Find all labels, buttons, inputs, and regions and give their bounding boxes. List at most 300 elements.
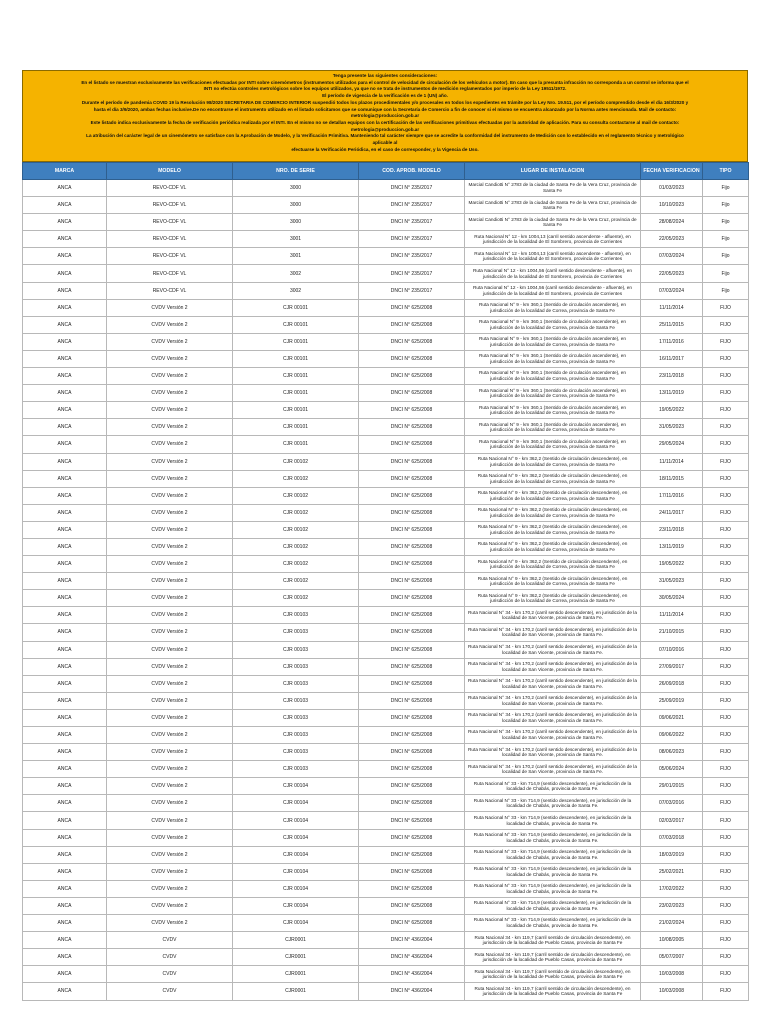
cell-lugar: Ruta Nacional 34 - km 119,7 (carril sentido de circulación descendente), en jurisdicción de la localidad de Pueblo Casas, provincia de Santa Fe: [465, 932, 641, 949]
table-row: [23, 795, 749, 812]
cell-tipo: FIJO: [703, 453, 749, 470]
cell-serie: CJR 00102: [233, 538, 359, 555]
table-row: [23, 521, 749, 538]
cell-tipo: Fijo: [703, 197, 749, 214]
cell-modelo: CVDV Versión 2: [107, 368, 233, 385]
column-header-serie: NRO. DE SERIE: [233, 163, 359, 180]
table-body: [23, 180, 749, 1001]
cell-cod-aprob: DNCI N° 436/2004: [359, 966, 465, 983]
cell-lugar: Ruta Nacional N° 34 - km 170,2 (carril sentido descendente), en jurisdicción de la localidad de San Vicente, provincia de Santa Fe.: [465, 709, 641, 726]
cell-fecha: 05/07/2007: [641, 949, 703, 966]
cell-serie: CJR0001: [233, 983, 359, 1000]
cell-modelo: CVDV Versión 2: [107, 778, 233, 795]
notice-contact-email: metrologia@produccion.gob.ar: [350, 126, 420, 132]
cell-fecha: 23/11/2018: [641, 368, 703, 385]
cell-modelo: REVO-CDF VL: [107, 248, 233, 265]
cell-cod-aprob: DNCI N° 625/2008: [359, 692, 465, 709]
cell-fecha: 10/08/2005: [641, 932, 703, 949]
cell-fecha: 08/06/2023: [641, 744, 703, 761]
cell-serie: CJR0001: [233, 949, 359, 966]
cell-modelo: CVDV Versión 2: [107, 658, 233, 675]
cell-lugar: Ruta Nacional N° 33 - km 714,9 (sentido descendente), en jurisdicción de la localidad de Chabás, provincia de Santa Fe.: [465, 915, 641, 932]
cell-serie: CJR 00103: [233, 727, 359, 744]
column-header-cod-aprob: COD. APROB. MODELO: [359, 163, 465, 180]
cell-cod-aprob: DNCI N° 625/2008: [359, 385, 465, 402]
cell-fecha: 23/02/2023: [641, 897, 703, 914]
cell-fecha: 09/06/2022: [641, 727, 703, 744]
cell-marca: ANCA: [23, 812, 107, 829]
table-row: [23, 402, 749, 419]
cell-cod-aprob: DNCI N° 625/2008: [359, 863, 465, 880]
cell-marca: ANCA: [23, 214, 107, 231]
cell-modelo: CVDV: [107, 966, 233, 983]
cell-tipo: FIJO: [703, 675, 749, 692]
cell-fecha: 07/03/2016: [641, 795, 703, 812]
cell-fecha: 31/05/2023: [641, 419, 703, 436]
cell-cod-aprob: DNCI N° 625/2008: [359, 727, 465, 744]
cell-serie: CJR 00102: [233, 573, 359, 590]
cell-lugar: Ruta Nacional 34 - km 119,7 (carril sentido de circulación descendente), en jurisdicción de la localidad de Pueblo Casas, provincia de Santa Fe: [465, 966, 641, 983]
cell-cod-aprob: DNCI N° 625/2008: [359, 795, 465, 812]
cell-serie: CJR 00104: [233, 795, 359, 812]
table-row: [23, 231, 749, 248]
cell-lugar: Ruta Nacional N° 12 - km 1004,56 (carril sentido descendente - afluente), en jurisdicción de la localidad de El Sombrero, provincia de Corrientes: [465, 265, 641, 282]
cell-serie: CJR 00102: [233, 487, 359, 504]
table-row: [23, 538, 749, 555]
cell-modelo: CVDV Versión 2: [107, 829, 233, 846]
cell-serie: 3000: [233, 214, 359, 231]
cell-fecha: 17/11/2016: [641, 487, 703, 504]
table-row: [23, 385, 749, 402]
cell-lugar: Ruta Nacional N° 34 - km 170,2 (carril sentido descendente), en jurisdicción de la localidad de San Vicente, provincia de Santa Fe.: [465, 607, 641, 624]
table-row: [23, 727, 749, 744]
cell-tipo: FIJO: [703, 538, 749, 555]
considerations-notice: [22, 70, 748, 162]
cell-marca: ANCA: [23, 538, 107, 555]
cell-lugar: Ruta Nacional N° 33 - km 714,9 (sentido descendente), en jurisdicción de la localidad de Chabás, provincia de Santa Fe.: [465, 880, 641, 897]
cell-lugar: Ruta Nacional N° 12 - km 1004,13 (carril sentido ascendente - afluente), en jurisdicción de la localidad de El Sombrero, provincia de Corrientes: [465, 248, 641, 265]
cell-modelo: CVDV Versión 2: [107, 573, 233, 590]
cell-fecha: 22/05/2023: [641, 231, 703, 248]
cell-serie: CJR 00103: [233, 675, 359, 692]
cell-fecha: 25/11/2015: [641, 316, 703, 333]
cell-modelo: CVDV Versión 2: [107, 795, 233, 812]
cell-fecha: 11/11/2014: [641, 453, 703, 470]
cell-cod-aprob: DNCI N° 436/2004: [359, 983, 465, 1000]
cell-modelo: CVDV Versión 2: [107, 709, 233, 726]
cell-cod-aprob: DNCI N° 625/2008: [359, 812, 465, 829]
cell-tipo: FIJO: [703, 590, 749, 607]
cell-modelo: CVDV: [107, 949, 233, 966]
cell-serie: CJR 00102: [233, 504, 359, 521]
cell-tipo: FIJO: [703, 419, 749, 436]
table-row: [23, 180, 749, 197]
cell-lugar: Ruta Nacional N° 9 - km 360,1 (Sentido de circulación ascendente), en jurisdicción de la localidad de Correa, provincia de Santa Fe: [465, 402, 641, 419]
cell-fecha: 25/09/2019: [641, 692, 703, 709]
cell-marca: ANCA: [23, 436, 107, 453]
cell-tipo: FIJO: [703, 487, 749, 504]
cell-serie: CJR 00104: [233, 880, 359, 897]
cell-marca: ANCA: [23, 624, 107, 641]
cell-cod-aprob: DNCI N° 436/2004: [359, 932, 465, 949]
cell-fecha: 29/01/2015: [641, 778, 703, 795]
cell-lugar: Ruta Nacional N° 9 - km 362,2 (Sentido de circulación descendente), en jurisdicción de la localidad de Correa, provincia de Santa Fe: [465, 453, 641, 470]
cell-cod-aprob: DNCI N° 625/2008: [359, 521, 465, 538]
cell-serie: CJR 00101: [233, 402, 359, 419]
notice-line: hasta el día 3/9/2020, ambas fechas inclusive.De no encontrarse el instrumento utilizado en el listado solicitamos que se comunique con la Secretaría de Comercio a fin de conocer si el mismo se encuentra alcanzado por la Norma antes mencionada. Mail de contacto:: [93, 106, 677, 112]
cell-serie: CJR 00102: [233, 453, 359, 470]
cell-modelo: CVDV Versión 2: [107, 641, 233, 658]
cell-cod-aprob: DNCI N° 625/2008: [359, 761, 465, 778]
cell-lugar: Ruta Nacional N° 9 - km 360,1 (Sentido de circulación ascendente), en jurisdicción de la localidad de Correa, provincia de Santa Fe: [465, 333, 641, 350]
cell-fecha: 02/03/2017: [641, 812, 703, 829]
cell-marca: ANCA: [23, 197, 107, 214]
table-row: [23, 744, 749, 761]
cell-cod-aprob: DNCI N° 625/2008: [359, 487, 465, 504]
table-row: [23, 350, 749, 367]
cell-cod-aprob: DNCI N° 625/2008: [359, 641, 465, 658]
cell-serie: CJR 00101: [233, 385, 359, 402]
cell-marca: ANCA: [23, 316, 107, 333]
cell-modelo: REVO-CDF VL: [107, 231, 233, 248]
cell-lugar: Ruta Nacional N° 9 - km 362,2 (Sentido de circulación descendente), en jurisdicción de la localidad de Correa, provincia de Santa Fe: [465, 470, 641, 487]
cell-marca: ANCA: [23, 419, 107, 436]
cell-cod-aprob: DNCI N° 625/2008: [359, 709, 465, 726]
table-row: [23, 436, 749, 453]
cell-marca: ANCA: [23, 590, 107, 607]
cell-tipo: Fijo: [703, 265, 749, 282]
cell-serie: 3000: [233, 180, 359, 197]
cell-fecha: 13/11/2019: [641, 385, 703, 402]
cell-cod-aprob: DNCI N° 625/2008: [359, 504, 465, 521]
cell-fecha: 18/03/2019: [641, 846, 703, 863]
table-row: [23, 658, 749, 675]
cell-modelo: CVDV Versión 2: [107, 607, 233, 624]
cell-fecha: 17/02/2022: [641, 880, 703, 897]
cell-cod-aprob: DNCI N° 625/2008: [359, 880, 465, 897]
cell-tipo: FIJO: [703, 402, 749, 419]
cell-tipo: FIJO: [703, 299, 749, 316]
table-row: [23, 761, 749, 778]
cell-fecha: 25/02/2021: [641, 863, 703, 880]
table-row: [23, 812, 749, 829]
cell-lugar: Ruta Nacional N° 9 - km 360,1 (Sentido de circulación ascendente), en jurisdicción de la localidad de Correa, provincia de Santa Fe: [465, 316, 641, 333]
cell-lugar: Ruta Nacional N° 33 - km 714,9 (sentido descendente), en jurisdicción de la localidad de Chabás, provincia de Santa Fe.: [465, 829, 641, 846]
table-row: [23, 863, 749, 880]
cell-marca: ANCA: [23, 350, 107, 367]
cell-tipo: FIJO: [703, 829, 749, 846]
cell-modelo: CVDV Versión 2: [107, 333, 233, 350]
cell-serie: CJR 00102: [233, 521, 359, 538]
cell-cod-aprob: DNCI N° 625/2008: [359, 316, 465, 333]
cell-modelo: CVDV Versión 2: [107, 915, 233, 932]
cell-modelo: CVDV Versión 2: [107, 385, 233, 402]
cell-lugar: Ruta Nacional N° 9 - km 360,1 (Sentido de circulación ascendente), en jurisdicción de la localidad de Correa, provincia de Santa Fe: [465, 368, 641, 385]
table-row: [23, 966, 749, 983]
cell-serie: CJR0001: [233, 966, 359, 983]
cell-cod-aprob: DNCI N° 625/2008: [359, 607, 465, 624]
cell-marca: ANCA: [23, 880, 107, 897]
cell-marca: ANCA: [23, 966, 107, 983]
cell-modelo: CVDV Versión 2: [107, 470, 233, 487]
cell-serie: CJR 00103: [233, 607, 359, 624]
cell-lugar: Marcial Candiotti N° 2783 de la ciudad de Santa Fe de la Vera Cruz, provincia de Santa Fe: [465, 197, 641, 214]
cell-lugar: Ruta Nacional N° 34 - km 170,2 (carril sentido descendente), en jurisdicción de la localidad de San Vicente, provincia de Santa Fe.: [465, 761, 641, 778]
cell-tipo: FIJO: [703, 658, 749, 675]
table-header: [23, 163, 749, 180]
cell-marca: ANCA: [23, 863, 107, 880]
cell-marca: ANCA: [23, 521, 107, 538]
cell-serie: CJR 00101: [233, 419, 359, 436]
cell-lugar: Ruta Nacional N° 34 - km 170,2 (carril sentido descendente), en jurisdicción de la localidad de San Vicente, provincia de Santa Fe.: [465, 692, 641, 709]
cell-lugar: Ruta Nacional N° 33 - km 714,9 (sentido descendente), en jurisdicción de la localidad de Chabás, provincia de Santa Fe.: [465, 812, 641, 829]
cell-serie: CJR 00101: [233, 350, 359, 367]
cell-serie: CJR 00104: [233, 812, 359, 829]
table-row: [23, 282, 749, 299]
table-row: [23, 333, 749, 350]
cell-serie: CJR 00101: [233, 436, 359, 453]
table-row: [23, 846, 749, 863]
cell-cod-aprob: DNCI N° 625/2008: [359, 915, 465, 932]
cell-tipo: FIJO: [703, 949, 749, 966]
cell-lugar: Ruta Nacional N° 9 - km 362,2 (Sentido de circulación descendente), en jurisdicción de la localidad de Correa, provincia de Santa Fe: [465, 521, 641, 538]
cell-serie: CJR 00102: [233, 556, 359, 573]
cell-marca: ANCA: [23, 573, 107, 590]
cell-lugar: Ruta Nacional 34 - km 119,7 (carril sentido de circulación descendente), en jurisdicción de la localidad de Pueblo Casas, provincia de Santa Fe: [465, 983, 641, 1000]
cell-fecha: 10/10/2023: [641, 197, 703, 214]
cell-serie: CJR 00103: [233, 624, 359, 641]
table-row: [23, 607, 749, 624]
cell-fecha: 07/03/2018: [641, 829, 703, 846]
cell-fecha: 21/02/2024: [641, 915, 703, 932]
cell-marca: ANCA: [23, 675, 107, 692]
cell-marca: ANCA: [23, 368, 107, 385]
cell-marca: ANCA: [23, 744, 107, 761]
cell-tipo: FIJO: [703, 846, 749, 863]
cell-lugar: Ruta Nacional N° 9 - km 362,2 (Sentido de circulación descendente), en jurisdicción de la localidad de Correa, provincia de Santa Fe: [465, 556, 641, 573]
notice-line: Tenga presente las siguientes consideraciones:: [332, 73, 438, 78]
cell-modelo: CVDV Versión 2: [107, 727, 233, 744]
cell-fecha: 05/06/2024: [641, 761, 703, 778]
table-row: [23, 709, 749, 726]
cell-serie: CJR 00102: [233, 590, 359, 607]
cell-modelo: REVO-CDF VL: [107, 265, 233, 282]
cell-cod-aprob: DNCI N° 625/2008: [359, 897, 465, 914]
column-header-fecha: FECHA VERIFICACION: [641, 163, 703, 180]
cell-tipo: FIJO: [703, 709, 749, 726]
cell-modelo: CVDV Versión 2: [107, 419, 233, 436]
table-row: [23, 470, 749, 487]
cell-cod-aprob: DNCI N° 235/2017: [359, 248, 465, 265]
cell-cod-aprob: DNCI N° 235/2017: [359, 231, 465, 248]
notice-contact-email: metrologia@produccion.gob.ar: [350, 113, 420, 119]
cell-lugar: Ruta Nacional N° 9 - km 360,1 (Sentido de circulación ascendente), en jurisdicción de la localidad de Correa, provincia de Santa Fe: [465, 436, 641, 453]
cell-serie: CJR 00101: [233, 299, 359, 316]
table-row: [23, 915, 749, 932]
cell-marca: ANCA: [23, 795, 107, 812]
cell-modelo: REVO-CDF VL: [107, 214, 233, 231]
cell-modelo: REVO-CDF VL: [107, 180, 233, 197]
table-row: [23, 504, 749, 521]
cell-cod-aprob: DNCI N° 235/2017: [359, 265, 465, 282]
cell-tipo: FIJO: [703, 350, 749, 367]
cell-lugar: Ruta Nacional N° 9 - km 360,1 (Sentido de circulación ascendente), en jurisdicción de la localidad de Correa, provincia de Santa Fe: [465, 299, 641, 316]
cell-marca: ANCA: [23, 282, 107, 299]
cell-tipo: FIJO: [703, 641, 749, 658]
cell-serie: CJR 00102: [233, 470, 359, 487]
cell-lugar: Ruta Nacional N° 9 - km 362,2 (Sentido de circulación descendente), en jurisdicción de la localidad de Correa, provincia de Santa Fe: [465, 504, 641, 521]
cell-tipo: FIJO: [703, 744, 749, 761]
cell-modelo: CVDV Versión 2: [107, 504, 233, 521]
cell-modelo: REVO-CDF VL: [107, 282, 233, 299]
cell-tipo: FIJO: [703, 692, 749, 709]
cell-cod-aprob: DNCI N° 625/2008: [359, 590, 465, 607]
cell-tipo: FIJO: [703, 368, 749, 385]
cell-tipo: FIJO: [703, 470, 749, 487]
cell-cod-aprob: DNCI N° 625/2008: [359, 402, 465, 419]
cell-modelo: CVDV Versión 2: [107, 897, 233, 914]
cell-marca: ANCA: [23, 333, 107, 350]
cell-cod-aprob: DNCI N° 625/2008: [359, 556, 465, 573]
cell-cod-aprob: DNCI N° 625/2008: [359, 470, 465, 487]
cell-fecha: 11/11/2014: [641, 299, 703, 316]
table-row: [23, 265, 749, 282]
cell-tipo: FIJO: [703, 897, 749, 914]
cell-cod-aprob: DNCI N° 625/2008: [359, 419, 465, 436]
cell-fecha: 21/10/2015: [641, 624, 703, 641]
cell-tipo: FIJO: [703, 761, 749, 778]
cell-modelo: CVDV Versión 2: [107, 453, 233, 470]
cell-marca: ANCA: [23, 983, 107, 1000]
cell-marca: ANCA: [23, 727, 107, 744]
cell-marca: ANCA: [23, 658, 107, 675]
cell-modelo: CVDV Versión 2: [107, 590, 233, 607]
cell-marca: ANCA: [23, 265, 107, 282]
cell-tipo: Fijo: [703, 214, 749, 231]
cell-fecha: 26/09/2018: [641, 675, 703, 692]
cell-lugar: Ruta Nacional N° 9 - km 360,1 (Sentido de circulación ascendente), en jurisdicción de la localidad de Correa, provincia de Santa Fe: [465, 350, 641, 367]
cell-tipo: FIJO: [703, 795, 749, 812]
notice-line: Este listado indica exclusivamente la fecha de verificación periódica realizada por el INTI. En el mismo no se detallan equipos con la certificación de las verificaciones primitivas efectuadas por la autoridad de aplicación. Para su consulta contactarse al mail de contacto:: [90, 119, 680, 125]
cell-modelo: CVDV Versión 2: [107, 538, 233, 555]
table-row: [23, 692, 749, 709]
cell-lugar: Ruta Nacional N° 12 - km 1004,56 (carril sentido descendente - afluente), en jurisdicción de la localidad de El Sombrero, provincia de Corrientes: [465, 282, 641, 299]
cell-fecha: 10/03/2008: [641, 966, 703, 983]
table-row: [23, 368, 749, 385]
cell-serie: CJR 00103: [233, 709, 359, 726]
cell-lugar: Ruta Nacional N° 33 - km 714,9 (sentido descendente), en jurisdicción de la localidad de Chabás, provincia de Santa Fe.: [465, 778, 641, 795]
cell-lugar: Ruta Nacional N° 34 - km 170,2 (carril sentido descendente), en jurisdicción de la localidad de San Vicente, provincia de Santa Fe.: [465, 624, 641, 641]
cell-cod-aprob: DNCI N° 235/2017: [359, 180, 465, 197]
cell-fecha: 07/03/2024: [641, 282, 703, 299]
notice-line: Durante el período de pandemia COVID 19 la Resolución 98/2020 SECRETARIA DE COMERCIO INTERIOR suspendió todos los plazos procedimentales y/o procesales en todos los expedientes en trámite por la Ley Nro. 19.511, por el período comprendido desde el día 16/3/2020 y: [81, 99, 689, 105]
cell-marca: ANCA: [23, 846, 107, 863]
table-row: [23, 316, 749, 333]
cell-tipo: FIJO: [703, 863, 749, 880]
cell-marca: ANCA: [23, 709, 107, 726]
table-row: [23, 829, 749, 846]
notice-line: efectuarse la Verificación Periódica, en el caso de corresponder, y la Vigencia de Uso.: [291, 146, 479, 152]
table-row: [23, 778, 749, 795]
verification-sheet: [22, 70, 748, 1001]
cell-lugar: Ruta Nacional N° 34 - km 170,2 (carril sentido descendente), en jurisdicción de la localidad de San Vicente, provincia de Santa Fe.: [465, 658, 641, 675]
cell-marca: ANCA: [23, 231, 107, 248]
cell-lugar: Ruta Nacional N° 34 - km 170,2 (carril sentido descendente), en jurisdicción de la localidad de San Vicente, provincia de Santa Fe.: [465, 727, 641, 744]
notice-line: INTI no efectúa controles metrológicos sobre los equipos utilizados, ya que no se trata de instrumentos de medición reglamentados por imperio de la Ley 19511/1972.: [203, 86, 567, 92]
table-row: [23, 949, 749, 966]
notice-line: La atribución del carácter legal de un cinemómetro se satisface con la Aprobación de Modelo, y la Verificación Primitiva. Manteniendo tal carácter siempre que se acredite la conformidad del instrumento de Medición con lo establecido en el reglamento técnico y metrológico: [86, 133, 684, 139]
cell-serie: CJR 00101: [233, 316, 359, 333]
cell-modelo: CVDV Versión 2: [107, 744, 233, 761]
notice-line: El período de vigencia de la verificación es de 1 (UN) año.: [322, 93, 448, 99]
table-row: [23, 624, 749, 641]
cell-lugar: Ruta Nacional N° 33 - km 714,9 (sentido descendente), en jurisdicción de la localidad de Chabás, provincia de Santa Fe.: [465, 846, 641, 863]
column-header-lugar: LUGAR DE INSTALACION: [465, 163, 641, 180]
table-row: [23, 299, 749, 316]
cell-tipo: FIJO: [703, 504, 749, 521]
cell-tipo: Fijo: [703, 248, 749, 265]
cell-serie: 3002: [233, 282, 359, 299]
cell-tipo: FIJO: [703, 521, 749, 538]
cell-fecha: 18/11/2015: [641, 470, 703, 487]
table-row: [23, 556, 749, 573]
cell-modelo: CVDV: [107, 983, 233, 1000]
cell-serie: CJR 00104: [233, 846, 359, 863]
cell-lugar: Ruta Nacional N° 34 - km 170,2 (carril sentido descendente), en jurisdicción de la localidad de San Vicente, provincia de Santa Fe.: [465, 675, 641, 692]
cell-lugar: Ruta Nacional N° 9 - km 360,1 (Sentido de circulación ascendente), en jurisdicción de la localidad de Correa, provincia de Santa Fe: [465, 419, 641, 436]
cell-modelo: CVDV Versión 2: [107, 812, 233, 829]
cell-tipo: FIJO: [703, 436, 749, 453]
cell-modelo: CVDV Versión 2: [107, 402, 233, 419]
table-row: [23, 675, 749, 692]
cell-marca: ANCA: [23, 385, 107, 402]
cell-lugar: Ruta Nacional N° 9 - km 360,1 (Sentido de circulación ascendente), en jurisdicción de la localidad de Correa, provincia de Santa Fe: [465, 385, 641, 402]
table-row: [23, 214, 749, 231]
cell-modelo: REVO-CDF VL: [107, 197, 233, 214]
cell-fecha: 22/05/2023: [641, 265, 703, 282]
cell-modelo: CVDV Versión 2: [107, 556, 233, 573]
cell-tipo: FIJO: [703, 316, 749, 333]
cell-modelo: CVDV: [107, 932, 233, 949]
cell-cod-aprob: DNCI N° 625/2008: [359, 675, 465, 692]
cell-tipo: FIJO: [703, 966, 749, 983]
table-row: [23, 453, 749, 470]
cell-tipo: FIJO: [703, 333, 749, 350]
cell-marca: ANCA: [23, 180, 107, 197]
cell-marca: ANCA: [23, 897, 107, 914]
cell-fecha: 13/11/2019: [641, 538, 703, 555]
cell-tipo: FIJO: [703, 932, 749, 949]
table-row: [23, 419, 749, 436]
cell-tipo: FIJO: [703, 880, 749, 897]
cell-marca: ANCA: [23, 402, 107, 419]
cell-serie: CJR 00101: [233, 368, 359, 385]
cell-serie: 3001: [233, 231, 359, 248]
notice-line: En el listado se muestran exclusivamente las verificaciones efectuadas por INTI sobre cinemómetros (instrumentos utilizados para el control de velocidad de circulación de los vehículos a motor). En caso que la presunta infracción no corresponda a un control se informa que el: [81, 79, 689, 85]
cell-fecha: 28/08/2024: [641, 214, 703, 231]
cell-lugar: Ruta Nacional N° 9 - km 362,2 (Sentido de circulación descendente), en jurisdicción de la localidad de Correa, provincia de Santa Fe: [465, 538, 641, 555]
cell-fecha: 19/05/2022: [641, 402, 703, 419]
cell-lugar: Ruta Nacional N° 12 - km 1004,13 (carril sentido ascendente - afluente), en jurisdicción de la localidad de El Sombrero, provincia de Corrientes: [465, 231, 641, 248]
cell-serie: CJR 00103: [233, 761, 359, 778]
cell-lugar: Ruta Nacional N° 9 - km 362,2 (Sentido de circulación descendente), en jurisdicción de la localidad de Correa, provincia de Santa Fe: [465, 590, 641, 607]
cell-marca: ANCA: [23, 299, 107, 316]
table-row: [23, 573, 749, 590]
cell-lugar: Ruta Nacional N° 9 - km 362,2 (Sentido de circulación descendente), en jurisdicción de la localidad de Correa, provincia de Santa Fe: [465, 573, 641, 590]
cell-lugar: Ruta Nacional 34 - km 119,7 (carril sentido de circulación descendente), en jurisdicción de la localidad de Pueblo Casas, provincia de Santa Fe: [465, 949, 641, 966]
cell-modelo: CVDV Versión 2: [107, 675, 233, 692]
cell-serie: 3000: [233, 197, 359, 214]
